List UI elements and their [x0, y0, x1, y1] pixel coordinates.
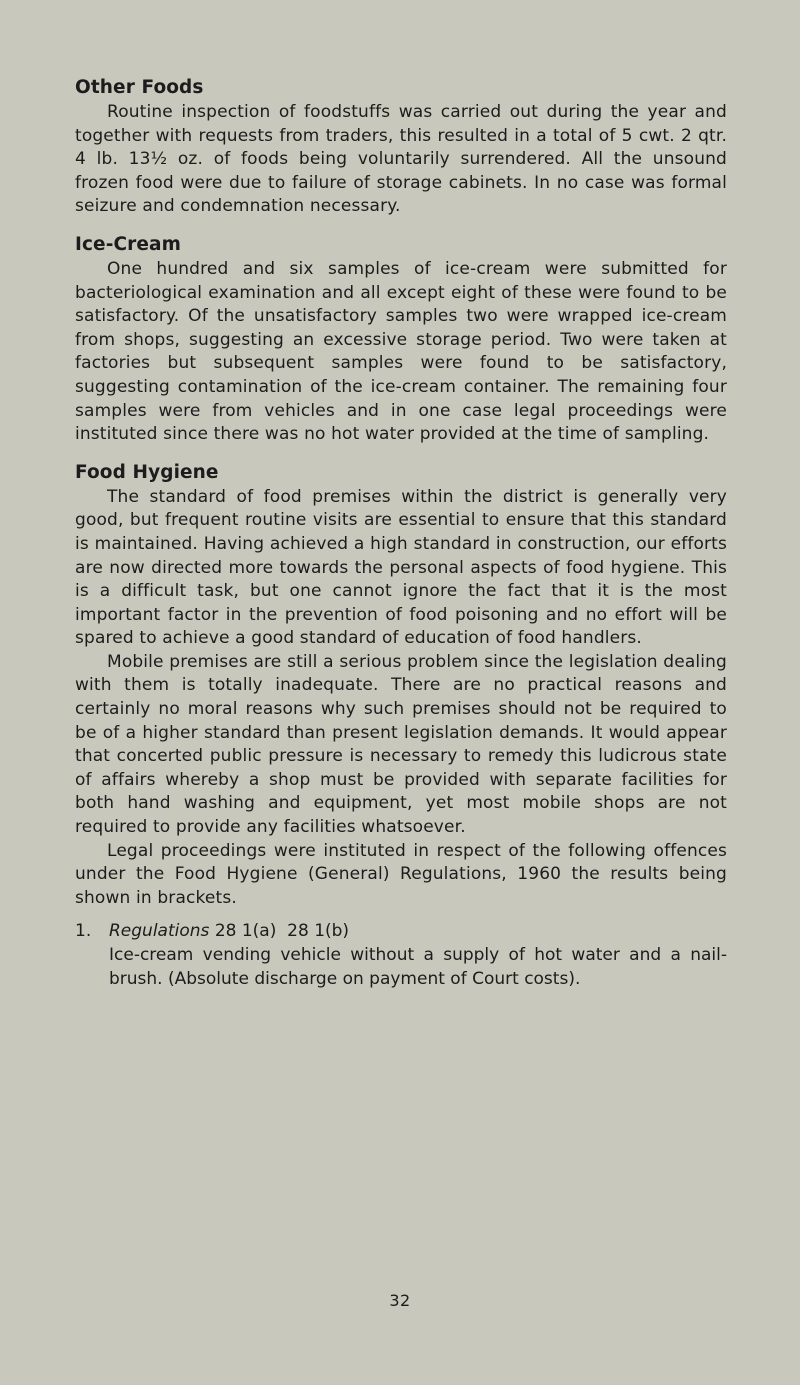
- section-other-foods: [75, 76, 727, 219]
- regulation-label: Regulations: [109, 921, 210, 942]
- regulation-item: [75, 920, 727, 991]
- section-food-hygiene: [75, 461, 727, 991]
- regulation-heading: [75, 920, 727, 944]
- paragraph-food-hygiene-3: Legal proceedings were instituted in respect of the following offences under the Food Hygiene (General) Regulations, 1960 the results being shown in brackets.: [75, 840, 727, 908]
- paragraph-ice-cream: One hundred and six samples of ice-cream were submitted for bacteriological examination and all except eight of these were found to be satisfactory. Of the unsatisfactory samples two were wrapped ice-cream from shops, suggesting an excessive storage period. Two were taken at factories but subsequent samples were found to be satisfactory, suggesting contamination of the ice-cream container. The remaining four samples were from vehicles and in one case legal proceedings were instituted since there was no hot water provided at the time of sampling.: [75, 258, 727, 445]
- regulation-refs: 28 1(a) 28 1(b): [214, 921, 350, 942]
- paragraph-other-foods: Routine inspection of foodstuffs was carried out during the year and together with requests from traders, this resulted in a total of 5 cwt. 2 qtr. 4 lb. 13½ oz. of foods being voluntarily surrendered. All the unsound frozen food were due to failure of storage cabinets. In no case was formal seizure and condemnation necessary.: [75, 102, 727, 217]
- paragraph-food-hygiene-2: Mobile premises are still a serious problem since the legislation dealing with them is totally inadequate. There are no practical reasons and certainly no moral reasons why such premises should not be required to be of a higher standard than present legislation demands. It would appear that concerted public pressure is necessary to remedy this ludicrous state of affairs whereby a shop must be provided with separate facilities for both hand washing and equipment, yet most mobile shops are not required to provide any facilities whatsoever.: [75, 651, 727, 838]
- regulation-number: 1.: [75, 921, 92, 942]
- document-page: [75, 76, 727, 1005]
- page-number: 32: [389, 1291, 411, 1310]
- heading-ice-cream: Ice-Cream: [75, 233, 181, 255]
- regulation-text: Ice-cream vending vehicle without a supply of hot water and a nail-brush. (Absolute discharge on payment of Court costs).: [109, 945, 727, 989]
- section-ice-cream: [75, 233, 727, 447]
- heading-food-hygiene: Food Hygiene: [75, 461, 219, 483]
- paragraph-food-hygiene-1: The standard of food premises within the district is generally very good, but frequent routine visits are essential to ensure that this standard is maintained. Having achieved a high standard in construction, our efforts are now directed more towards the personal aspects of food hygiene. This is a difficult task, but one cannot ignore the fact that it is the most important factor in the prevention of food poisoning and no effort will be spared to achieve a good standard of education of food handlers.: [75, 486, 727, 649]
- heading-other-foods: Other Foods: [75, 77, 204, 98]
